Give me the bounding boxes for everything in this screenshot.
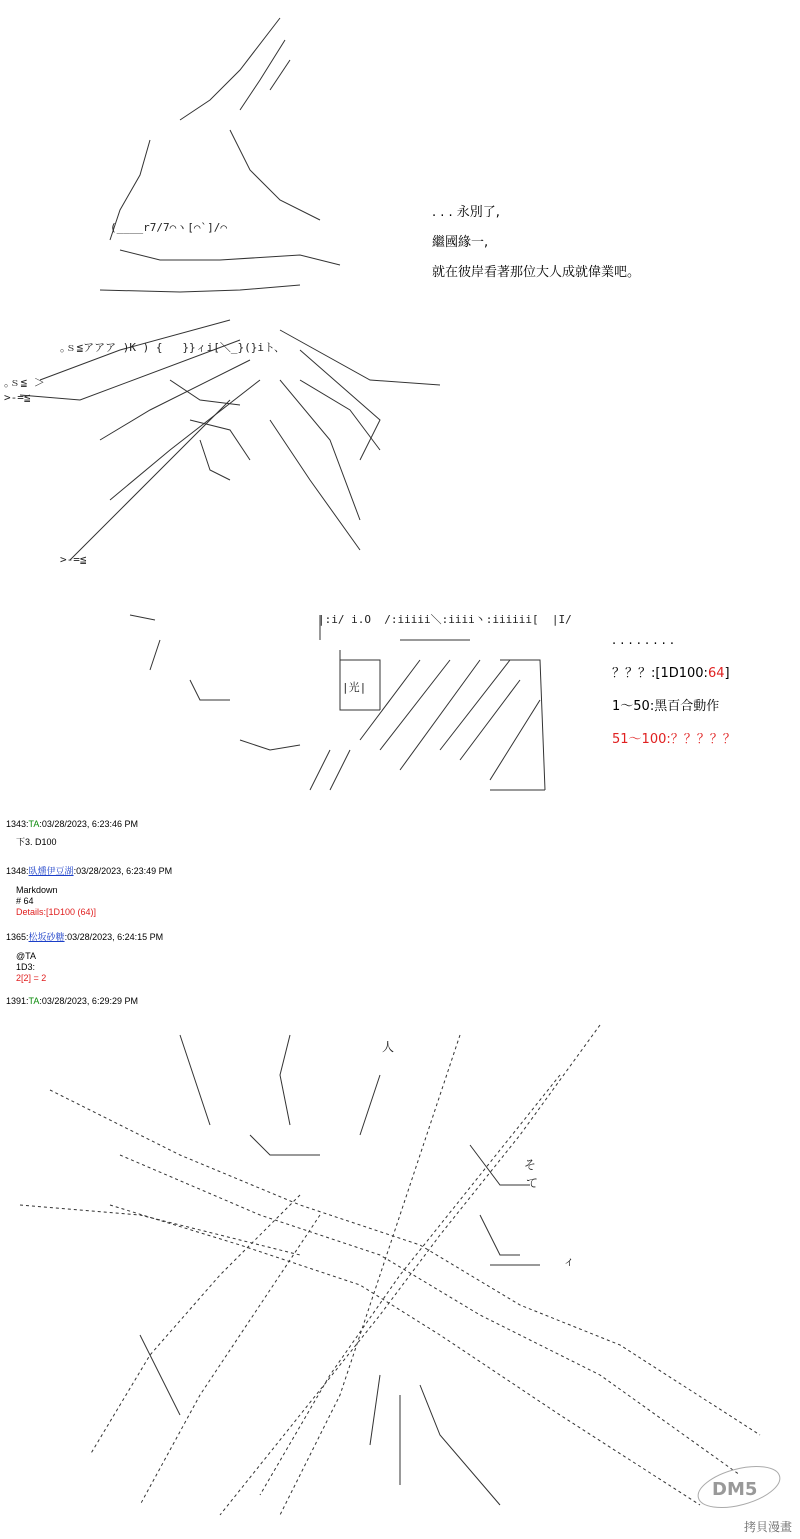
post-date: :03/28/2023, 6:29:29 PM xyxy=(39,996,138,1006)
panel-2 xyxy=(0,600,800,800)
post-line: 下3. D100 xyxy=(16,837,57,847)
post-date: :03/28/2023, 6:23:46 PM xyxy=(39,819,138,829)
roll-line xyxy=(612,657,736,690)
ascii-art-fragments-4: >-=≦ xyxy=(4,391,31,404)
post-line: @TA xyxy=(16,951,36,961)
ascii-art-fragments-6: |:i/ i.O /:iiiii＼:iiii丶:iiiiii[ |I/ xyxy=(318,613,572,626)
post-user[interactable]: TA xyxy=(28,996,40,1006)
post-date: :03/28/2023, 6:24:15 PM xyxy=(64,932,164,942)
roll-suffix: ] xyxy=(724,666,730,681)
post-user[interactable]: TA xyxy=(28,819,40,829)
option-2: 51～100:？？？？？ xyxy=(612,732,736,747)
dots-line: . . . . . . . . xyxy=(612,633,674,648)
option-1: 1～50:黑百合動作 xyxy=(612,699,720,714)
ascii-art-fragments-7: |光| xyxy=(342,681,367,694)
dialog-line: 就在彼岸看著那位大人成就偉業吧。 xyxy=(432,265,641,280)
post-body xyxy=(16,885,172,918)
ascii-art-fragments-2: ｡ｓ≦アアア )K ) { }}ィi[＼_}(}iト、 xyxy=(60,341,285,354)
post-1391 xyxy=(6,996,138,1006)
post-1348 xyxy=(6,864,172,918)
dialog-box-2 xyxy=(612,624,736,756)
watermark-text: 拷貝漫畫 xyxy=(743,1520,792,1534)
svg-text:DM5: DM5 xyxy=(712,1479,758,1500)
post-number: 1343 xyxy=(6,819,27,829)
dialog-line: . . . 永別了, xyxy=(432,205,500,220)
ascii-art-action-scene xyxy=(0,1015,800,1539)
ascii-art-fragments-3: ｡ｓ≦ ＞ xyxy=(4,376,45,389)
ascii-art-fragments-1: (____r7/7⌒ヽ[⌒`]/⌒ xyxy=(110,221,227,234)
panel-1 xyxy=(0,0,800,580)
ascii-art-figure-1 xyxy=(0,0,800,580)
post-body xyxy=(16,837,138,848)
roll-value: 64 xyxy=(707,666,725,681)
sfx-text-2: そ xyxy=(524,1158,537,1172)
dm5-logo xyxy=(694,1465,784,1509)
sfx-text-3: て xyxy=(526,1176,539,1190)
post-header: 1365:松坂砂糖:03/28/2023, 6:24:15 PM xyxy=(6,932,164,942)
post-date: :03/28/2023, 6:23:49 PM xyxy=(73,866,173,876)
post-line: Markdown xyxy=(16,885,58,895)
post-user[interactable]: 臥燻伊豆湖 xyxy=(28,866,74,876)
ascii-art-fragments-5: >-=≦ xyxy=(60,553,87,566)
post-number: 1365 xyxy=(6,932,27,942)
post-line: # 64 xyxy=(16,896,34,906)
post-number: 1391 xyxy=(6,996,27,1006)
dialog-box-1 xyxy=(432,198,640,288)
sfx-text-1: 人 xyxy=(382,1040,395,1054)
post-body xyxy=(16,951,163,984)
dialog-line: 繼國緣一, xyxy=(432,235,489,250)
post-1365 xyxy=(6,930,163,984)
post-user[interactable]: 松坂砂糖 xyxy=(28,932,65,942)
panel-3 xyxy=(0,1015,800,1539)
sfx-text-4: ィ xyxy=(563,1254,576,1268)
post-dice-detail: Details:[1D100 (64)] xyxy=(16,907,97,917)
post-line: 1D3: xyxy=(16,962,36,972)
post-1343 xyxy=(6,819,138,848)
post-dice-result: 2[2] = 2 xyxy=(16,973,47,983)
post-header: 1348:臥燻伊豆湖:03/28/2023, 6:23:49 PM xyxy=(6,866,173,876)
post-number: 1348 xyxy=(6,866,27,876)
post-header: 1391:TA:03/28/2023, 6:29:29 PM xyxy=(6,996,138,1006)
post-header: 1343:TA:03/28/2023, 6:23:46 PM xyxy=(6,819,138,829)
roll-prefix: ？？？:[1D100: xyxy=(612,666,708,681)
